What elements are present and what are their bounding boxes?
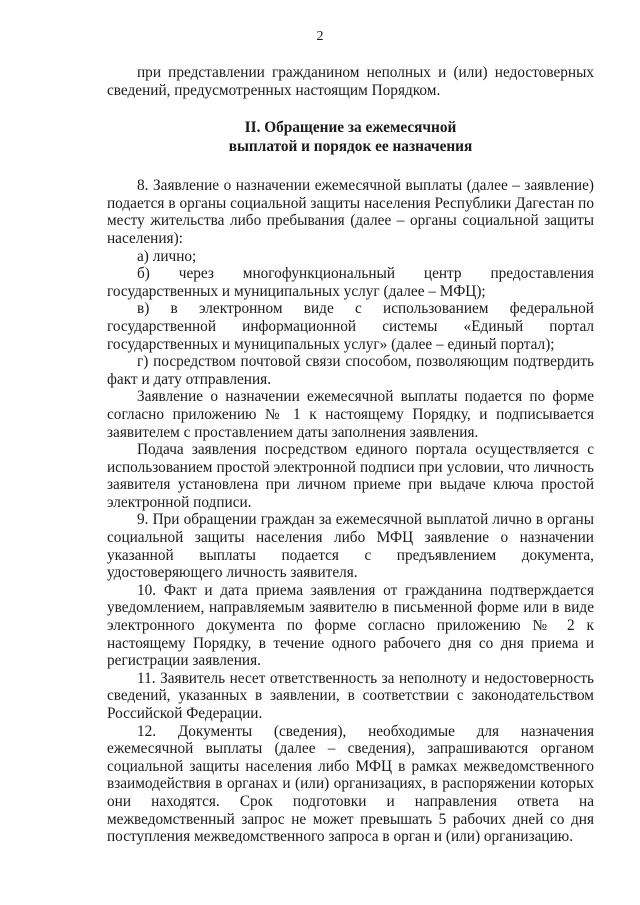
paragraph-8-item-v: в) в электронном виде с использованием федеральной государственной информационной системы «Единый портал государственных и муниципальных услуг» (далее – единый портал); — [107, 300, 594, 353]
section-heading — [107, 118, 594, 156]
paragraph-8-item-b: б) через многофункциональный центр предоставления государственных и муниципальных услуг (далее – МФЦ); — [107, 265, 594, 300]
section-heading-line-1: II. Обращение за ежемесячной — [244, 119, 457, 137]
paragraph-11: 11. Заявитель несет ответственность за неполноту и недостоверность сведений, указанных в заявлении, в соответствии с законодательством Российской Федерации. — [107, 669, 594, 722]
paragraph-12: 12. Документы (сведения), необходимые для назначения ежемесячной выплаты (далее – сведения), запрашиваются органом социальной защиты населения либо МФЦ в рамках межведомственного взаимодействия в органах и (или) организациях, в распоряжении которых они находятся. Срок подготовки и направления ответа на межведомственный запрос не может превышать 5 рабочих дней со дня поступления межведомственного запроса в орган и (или) организацию. — [107, 722, 594, 846]
paragraph-8-item-a: а) лично; — [137, 247, 197, 265]
paragraph-8: 8. Заявление о назначении ежемесячной выплаты (далее – заявление) подается в органы социальной защиты населения Республики Дагестан по месту жительства либо пребывания (далее – органы социальной защиты населения): — [107, 177, 594, 247]
document-body — [107, 64, 594, 846]
paragraph-8-item-g: г) посредством почтовой связи способом, позволяющим подтвердить факт и дату отправления. — [107, 353, 594, 388]
page-number: 2 — [316, 29, 324, 44]
paragraph-10: 10. Факт и дата приема заявления от гражданина подтверждается уведомлением, направляемым заявителю в письменной форме или в виде электронного документа по форме согласно приложению № 2 к настоящему Порядку, в течение одного рабочего дня со дня приема и регистрации заявления. — [107, 581, 594, 670]
paragraph-application-form: Заявление о назначении ежемесячной выплаты подается по форме согласно приложению № 1 к настоящему Порядку, и подписывается заявителем с проставлением даты заполнения заявления. — [107, 388, 594, 441]
intro-paragraph: при представлении гражданином неполных и (или) недостоверных сведений, предусмотренных настоящим Порядком. — [107, 64, 594, 99]
section-heading-line-2: выплатой и порядок ее назначения — [228, 138, 473, 156]
paragraph-9: 9. При обращении граждан за ежемесячной выплатой лично в органы социальной защиты населения либо МФЦ заявление о назначении указанной выплаты подается с предъявлением документа, удостоверяющего личность заявителя. — [107, 511, 594, 582]
paragraph-portal-submission: Подача заявления посредством единого портала осуществляется с использованием простой электронной подписи при условии, что личность заявителя установлена при личном приеме при выдаче ключа простой электронной подписи. — [107, 441, 594, 511]
